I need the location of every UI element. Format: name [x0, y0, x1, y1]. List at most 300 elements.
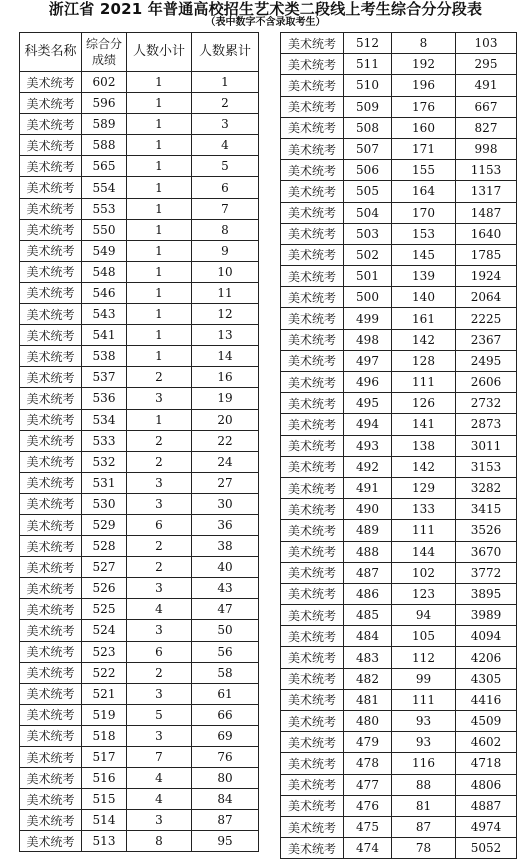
cell-count: 94 [392, 605, 456, 626]
header-score [82, 33, 127, 72]
table-row [20, 725, 259, 746]
cell-score: 511 [344, 54, 392, 75]
cell-subject: 美术统考 [20, 747, 82, 768]
cell-count: 171 [392, 138, 456, 159]
table-row [281, 795, 517, 816]
cell-subject: 美术统考 [20, 536, 82, 557]
cell-score: 477 [344, 774, 392, 795]
cell-score: 589 [82, 114, 127, 135]
cell-count: 3 [127, 578, 192, 599]
cell-count: 160 [392, 117, 456, 138]
cell-score: 536 [82, 388, 127, 409]
cell-cumulative: 27 [192, 472, 259, 493]
cell-count: 3 [127, 683, 192, 704]
table-row [281, 393, 517, 414]
cell-score: 512 [344, 33, 392, 54]
table-row [20, 662, 259, 683]
cell-cumulative: 295 [456, 54, 517, 75]
table-row [281, 223, 517, 244]
cell-cumulative: 1785 [456, 244, 517, 265]
cell-count: 192 [392, 54, 456, 75]
table-row [20, 789, 259, 810]
table-row [281, 477, 517, 498]
cell-cumulative: 2495 [456, 350, 517, 371]
cell-score: 549 [82, 240, 127, 261]
cell-subject: 美术统考 [281, 223, 344, 244]
table-row [20, 346, 259, 367]
cell-count: 1 [127, 156, 192, 177]
cell-score: 490 [344, 499, 392, 520]
cell-score: 523 [82, 641, 127, 662]
cell-count: 2 [127, 662, 192, 683]
header-subject: 科类名称 [20, 33, 82, 72]
table-row [20, 641, 259, 662]
cell-count: 112 [392, 647, 456, 668]
cell-score: 554 [82, 177, 127, 198]
cell-cumulative: 3772 [456, 562, 517, 583]
cell-subject: 美术统考 [20, 620, 82, 641]
table-row [281, 414, 517, 435]
header-score-line1: 综合分 [85, 37, 122, 51]
cell-subject: 美术统考 [281, 838, 344, 859]
cell-score: 517 [82, 747, 127, 768]
cell-subject: 美术统考 [20, 219, 82, 240]
cell-count: 102 [392, 562, 456, 583]
cell-subject: 美术统考 [281, 329, 344, 350]
table-row [281, 244, 517, 265]
cell-count: 1 [127, 114, 192, 135]
table-row [281, 181, 517, 202]
cell-cumulative: 4094 [456, 626, 517, 647]
cell-subject: 美术统考 [281, 774, 344, 795]
table-row [281, 583, 517, 604]
cell-cumulative: 13 [192, 325, 259, 346]
table-row [20, 810, 259, 831]
table-row [20, 93, 259, 114]
cell-count: 6 [127, 514, 192, 535]
cell-count: 1 [127, 93, 192, 114]
cell-count: 93 [392, 732, 456, 753]
cell-subject: 美术统考 [20, 177, 82, 198]
cell-subject: 美术统考 [20, 514, 82, 535]
table-row [281, 54, 517, 75]
cell-score: 488 [344, 541, 392, 562]
cell-score: 481 [344, 689, 392, 710]
cell-score: 550 [82, 219, 127, 240]
table-row [20, 557, 259, 578]
cell-subject: 美术统考 [281, 732, 344, 753]
cell-score: 513 [82, 831, 127, 852]
cell-cumulative: 3415 [456, 499, 517, 520]
table-row [20, 409, 259, 430]
cell-score: 475 [344, 816, 392, 837]
cell-cumulative: 4206 [456, 647, 517, 668]
table-header-row [20, 33, 259, 72]
cell-score: 489 [344, 520, 392, 541]
cell-count: 153 [392, 223, 456, 244]
cell-subject: 美术统考 [20, 409, 82, 430]
cell-score: 501 [344, 266, 392, 287]
cell-subject: 美术统考 [281, 711, 344, 732]
cell-cumulative: 69 [192, 725, 259, 746]
cell-score: 521 [82, 683, 127, 704]
cell-count: 139 [392, 266, 456, 287]
cell-cumulative: 998 [456, 138, 517, 159]
cell-cumulative: 2225 [456, 308, 517, 329]
table-row [20, 219, 259, 240]
cell-subject: 美术统考 [20, 240, 82, 261]
cell-cumulative: 16 [192, 367, 259, 388]
cell-score: 553 [82, 198, 127, 219]
cell-subject: 美术统考 [281, 541, 344, 562]
cell-subject: 美术统考 [281, 795, 344, 816]
cell-score: 596 [82, 93, 127, 114]
table-row [20, 261, 259, 282]
table-row [281, 329, 517, 350]
table-row [20, 514, 259, 535]
cell-score: 497 [344, 350, 392, 371]
cell-count: 1 [127, 261, 192, 282]
cell-cumulative: 1 [192, 72, 259, 93]
cell-cumulative: 56 [192, 641, 259, 662]
cell-subject: 美术统考 [281, 181, 344, 202]
cell-cumulative: 4887 [456, 795, 517, 816]
cell-score: 503 [344, 223, 392, 244]
table-row [281, 308, 517, 329]
cell-subject: 美术统考 [20, 388, 82, 409]
cell-count: 144 [392, 541, 456, 562]
table-row [20, 304, 259, 325]
table-row [281, 287, 517, 308]
cell-count: 123 [392, 583, 456, 604]
cell-count: 7 [127, 747, 192, 768]
table-row [20, 367, 259, 388]
cell-score: 548 [82, 261, 127, 282]
cell-score: 476 [344, 795, 392, 816]
cell-count: 129 [392, 477, 456, 498]
table-row [20, 114, 259, 135]
cell-subject: 美术统考 [281, 54, 344, 75]
cell-score: 479 [344, 732, 392, 753]
table-row [20, 536, 259, 557]
table-row [281, 33, 517, 54]
cell-count: 142 [392, 456, 456, 477]
table-row [281, 499, 517, 520]
cell-subject: 美术统考 [20, 557, 82, 578]
cell-cumulative: 80 [192, 768, 259, 789]
cell-cumulative: 43 [192, 578, 259, 599]
cell-count: 111 [392, 689, 456, 710]
cell-score: 602 [82, 72, 127, 93]
page-subtitle: （表中数字不含录取考生） [205, 17, 326, 28]
cell-score: 491 [344, 477, 392, 498]
cell-subject: 美术统考 [281, 96, 344, 117]
cell-count: 87 [392, 816, 456, 837]
cell-subject: 美术统考 [20, 789, 82, 810]
cell-cumulative: 87 [192, 810, 259, 831]
cell-score: 474 [344, 838, 392, 859]
cell-count: 99 [392, 668, 456, 689]
table-row [20, 325, 259, 346]
table-row [20, 198, 259, 219]
cell-cumulative: 84 [192, 789, 259, 810]
cell-subject: 美术统考 [281, 583, 344, 604]
cell-count: 8 [127, 831, 192, 852]
cell-count: 3 [127, 493, 192, 514]
cell-cumulative: 76 [192, 747, 259, 768]
cell-subject: 美术统考 [20, 451, 82, 472]
cell-subject: 美术统考 [281, 626, 344, 647]
cell-cumulative: 3989 [456, 605, 517, 626]
cell-subject: 美术统考 [20, 662, 82, 683]
cell-cumulative: 4509 [456, 711, 517, 732]
cell-cumulative: 14 [192, 346, 259, 367]
table-row [20, 177, 259, 198]
cell-subject: 美术统考 [20, 831, 82, 852]
cell-cumulative: 3153 [456, 456, 517, 477]
cell-score: 541 [82, 325, 127, 346]
cell-score: 484 [344, 626, 392, 647]
cell-subject: 美术统考 [281, 202, 344, 223]
cell-count: 105 [392, 626, 456, 647]
table-row [281, 372, 517, 393]
cell-score: 525 [82, 599, 127, 620]
table-row [281, 117, 517, 138]
cell-count: 6 [127, 641, 192, 662]
cell-cumulative: 4974 [456, 816, 517, 837]
cell-count: 111 [392, 372, 456, 393]
cell-cumulative: 4806 [456, 774, 517, 795]
cell-subject: 美术统考 [281, 266, 344, 287]
cell-subject: 美术统考 [281, 117, 344, 138]
cell-score: 487 [344, 562, 392, 583]
cell-subject: 美术统考 [281, 393, 344, 414]
cell-cumulative: 4 [192, 135, 259, 156]
cell-score: 528 [82, 536, 127, 557]
cell-subject: 美术统考 [281, 350, 344, 371]
cell-score: 522 [82, 662, 127, 683]
cell-subject: 美术统考 [281, 33, 344, 54]
cell-count: 81 [392, 795, 456, 816]
cell-count: 126 [392, 393, 456, 414]
cell-score: 498 [344, 329, 392, 350]
table-row [281, 838, 517, 859]
cell-count: 116 [392, 753, 456, 774]
cell-count: 141 [392, 414, 456, 435]
table-row [281, 774, 517, 795]
cell-count: 78 [392, 838, 456, 859]
cell-count: 145 [392, 244, 456, 265]
cell-subject: 美术统考 [281, 372, 344, 393]
table-row [20, 747, 259, 768]
cell-score: 483 [344, 647, 392, 668]
header-score-line2: 成绩 [91, 53, 116, 67]
cell-count: 3 [127, 388, 192, 409]
cell-cumulative: 12 [192, 304, 259, 325]
table-row [281, 647, 517, 668]
cell-count: 2 [127, 367, 192, 388]
cell-count: 4 [127, 768, 192, 789]
cell-count: 164 [392, 181, 456, 202]
cell-count: 138 [392, 435, 456, 456]
cell-subject: 美术统考 [281, 414, 344, 435]
cell-cumulative: 30 [192, 493, 259, 514]
cell-score: 496 [344, 372, 392, 393]
cell-cumulative: 40 [192, 557, 259, 578]
cell-subject: 美术统考 [281, 816, 344, 837]
cell-cumulative: 4305 [456, 668, 517, 689]
cell-count: 1 [127, 219, 192, 240]
cell-count: 3 [127, 725, 192, 746]
cell-score: 531 [82, 472, 127, 493]
cell-score: 495 [344, 393, 392, 414]
cell-cumulative: 11 [192, 282, 259, 303]
cell-cumulative: 19 [192, 388, 259, 409]
table-row [281, 753, 517, 774]
table-row [281, 435, 517, 456]
cell-count: 3 [127, 620, 192, 641]
table-row [281, 668, 517, 689]
cell-count: 128 [392, 350, 456, 371]
cell-subject: 美术统考 [281, 75, 344, 96]
cell-cumulative: 3670 [456, 541, 517, 562]
table-row [20, 388, 259, 409]
cell-cumulative: 7 [192, 198, 259, 219]
table-row [20, 768, 259, 789]
table-row [20, 599, 259, 620]
table-row [281, 689, 517, 710]
cell-score: 480 [344, 711, 392, 732]
cell-subject: 美术统考 [281, 477, 344, 498]
table-row [20, 831, 259, 852]
cell-score: 509 [344, 96, 392, 117]
cell-score: 519 [82, 704, 127, 725]
header-count: 人数小计 [127, 33, 192, 72]
cell-score: 526 [82, 578, 127, 599]
cell-count: 176 [392, 96, 456, 117]
cell-subject: 美术统考 [20, 810, 82, 831]
cell-cumulative: 1153 [456, 160, 517, 181]
cell-count: 2 [127, 430, 192, 451]
cell-cumulative: 38 [192, 536, 259, 557]
cell-subject: 美术统考 [281, 244, 344, 265]
cell-score: 537 [82, 367, 127, 388]
cell-score: 485 [344, 605, 392, 626]
cell-cumulative: 3 [192, 114, 259, 135]
table-row [281, 562, 517, 583]
cell-count: 133 [392, 499, 456, 520]
cell-cumulative: 827 [456, 117, 517, 138]
cell-cumulative: 95 [192, 831, 259, 852]
cell-subject: 美术统考 [20, 493, 82, 514]
cell-score: 505 [344, 181, 392, 202]
cell-count: 111 [392, 520, 456, 541]
cell-cumulative: 4718 [456, 753, 517, 774]
cell-cumulative: 2 [192, 93, 259, 114]
cell-score: 514 [82, 810, 127, 831]
cell-subject: 美术统考 [20, 135, 82, 156]
cell-subject: 美术统考 [20, 599, 82, 620]
cell-count: 1 [127, 177, 192, 198]
cell-cumulative: 4416 [456, 689, 517, 710]
cell-subject: 美术统考 [281, 499, 344, 520]
cell-cumulative: 667 [456, 96, 517, 117]
cell-cumulative: 47 [192, 599, 259, 620]
cell-count: 1 [127, 282, 192, 303]
cell-cumulative: 3895 [456, 583, 517, 604]
cell-count: 3 [127, 810, 192, 831]
cell-subject: 美术统考 [281, 138, 344, 159]
header-cumulative: 人数累计 [192, 33, 259, 72]
cell-cumulative: 4602 [456, 732, 517, 753]
cell-cumulative: 5052 [456, 838, 517, 859]
table-row [281, 202, 517, 223]
cell-subject: 美术统考 [20, 725, 82, 746]
cell-count: 1 [127, 72, 192, 93]
cell-subject: 美术统考 [20, 114, 82, 135]
table-row [20, 72, 259, 93]
cell-count: 3 [127, 472, 192, 493]
cell-count: 142 [392, 329, 456, 350]
cell-score: 516 [82, 768, 127, 789]
cell-subject: 美术统考 [281, 435, 344, 456]
cell-cumulative: 50 [192, 620, 259, 641]
cell-score: 506 [344, 160, 392, 181]
cell-score: 508 [344, 117, 392, 138]
cell-count: 155 [392, 160, 456, 181]
cell-count: 1 [127, 135, 192, 156]
cell-score: 492 [344, 456, 392, 477]
cell-subject: 美术统考 [20, 704, 82, 725]
table-row [281, 605, 517, 626]
cell-cumulative: 6 [192, 177, 259, 198]
cell-count: 5 [127, 704, 192, 725]
cell-cumulative: 1317 [456, 181, 517, 202]
score-table-left [19, 32, 259, 852]
cell-count: 8 [392, 33, 456, 54]
table-row [20, 704, 259, 725]
table-row [281, 626, 517, 647]
table-row [20, 451, 259, 472]
cell-cumulative: 1924 [456, 266, 517, 287]
cell-score: 534 [82, 409, 127, 430]
cell-count: 140 [392, 287, 456, 308]
cell-subject: 美术统考 [281, 456, 344, 477]
cell-cumulative: 66 [192, 704, 259, 725]
cell-count: 2 [127, 536, 192, 557]
cell-count: 1 [127, 346, 192, 367]
cell-score: 482 [344, 668, 392, 689]
cell-cumulative: 2064 [456, 287, 517, 308]
cell-cumulative: 61 [192, 683, 259, 704]
table-row [20, 156, 259, 177]
cell-score: 499 [344, 308, 392, 329]
cell-cumulative: 2606 [456, 372, 517, 393]
cell-cumulative: 3282 [456, 477, 517, 498]
page-title: 浙江省 2021 年普通高校招生艺术类二段线上考生综合分分段表 [48, 0, 483, 18]
cell-count: 1 [127, 240, 192, 261]
cell-cumulative: 5 [192, 156, 259, 177]
cell-cumulative: 103 [456, 33, 517, 54]
cell-count: 161 [392, 308, 456, 329]
cell-score: 507 [344, 138, 392, 159]
table-row [281, 541, 517, 562]
cell-score: 527 [82, 557, 127, 578]
table-row [281, 816, 517, 837]
table-row [281, 75, 517, 96]
table-row [281, 138, 517, 159]
table-row [20, 282, 259, 303]
